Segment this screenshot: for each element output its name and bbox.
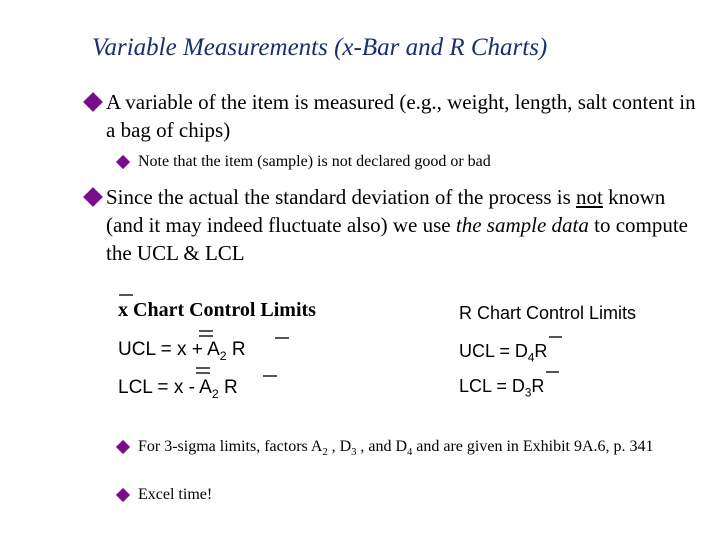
xbar-ucl-formula: UCL = $x + A_2$ R bbox=[118, 339, 246, 363]
r-ucl-formula: UCL = $D_4R$ bbox=[459, 341, 548, 365]
xbar-double-overline bbox=[199, 330, 213, 332]
diamond-bullet-icon bbox=[83, 187, 103, 207]
bullet-2-text: Since the actual the standard deviation of the process is not known (and it may indeed fluctuate also) we use the sample data to compute the UCL & LCL bbox=[106, 185, 689, 265]
bullet-1-text: A variable of the item is measured (e.g., weight, length, salt content in a bag of chips) bbox=[106, 90, 696, 142]
diamond-bullet-icon bbox=[116, 440, 130, 454]
slide-title: Variable Measurements (x-Bar and R Charts) bbox=[92, 34, 548, 61]
bullet-1-subtext: Note that the item (sample) is not declared good or bad bbox=[138, 153, 491, 170]
diamond-bullet-icon bbox=[116, 155, 130, 169]
note-factors: For 3-sigma limits, factors $A_2$ , $D_3$ , and $D_4$ and are given in Exhibit 9A.6, p. 341 bbox=[138, 438, 654, 459]
note-excel: Excel time! bbox=[138, 486, 213, 503]
diamond-bullet-icon bbox=[116, 488, 130, 502]
xbar-lcl-formula: LCL = x - $A_2$ R bbox=[118, 377, 238, 401]
r-lcl-formula: LCL = $D_3R$ bbox=[459, 376, 545, 400]
diamond-bullet-icon bbox=[83, 92, 103, 112]
rbar-overline bbox=[546, 371, 559, 373]
rbar-overline bbox=[549, 336, 562, 338]
rbar-overline bbox=[263, 375, 277, 377]
rbar-overline bbox=[275, 337, 289, 339]
xbar-heading: x Chart Control Limits bbox=[118, 299, 316, 321]
xbar-double-overline bbox=[196, 367, 210, 369]
xbar-overline bbox=[119, 294, 133, 296]
r-chart-heading: R Chart Control Limits bbox=[459, 303, 637, 323]
xbar-double-overline bbox=[199, 335, 213, 337]
xbar-double-overline bbox=[196, 372, 210, 374]
